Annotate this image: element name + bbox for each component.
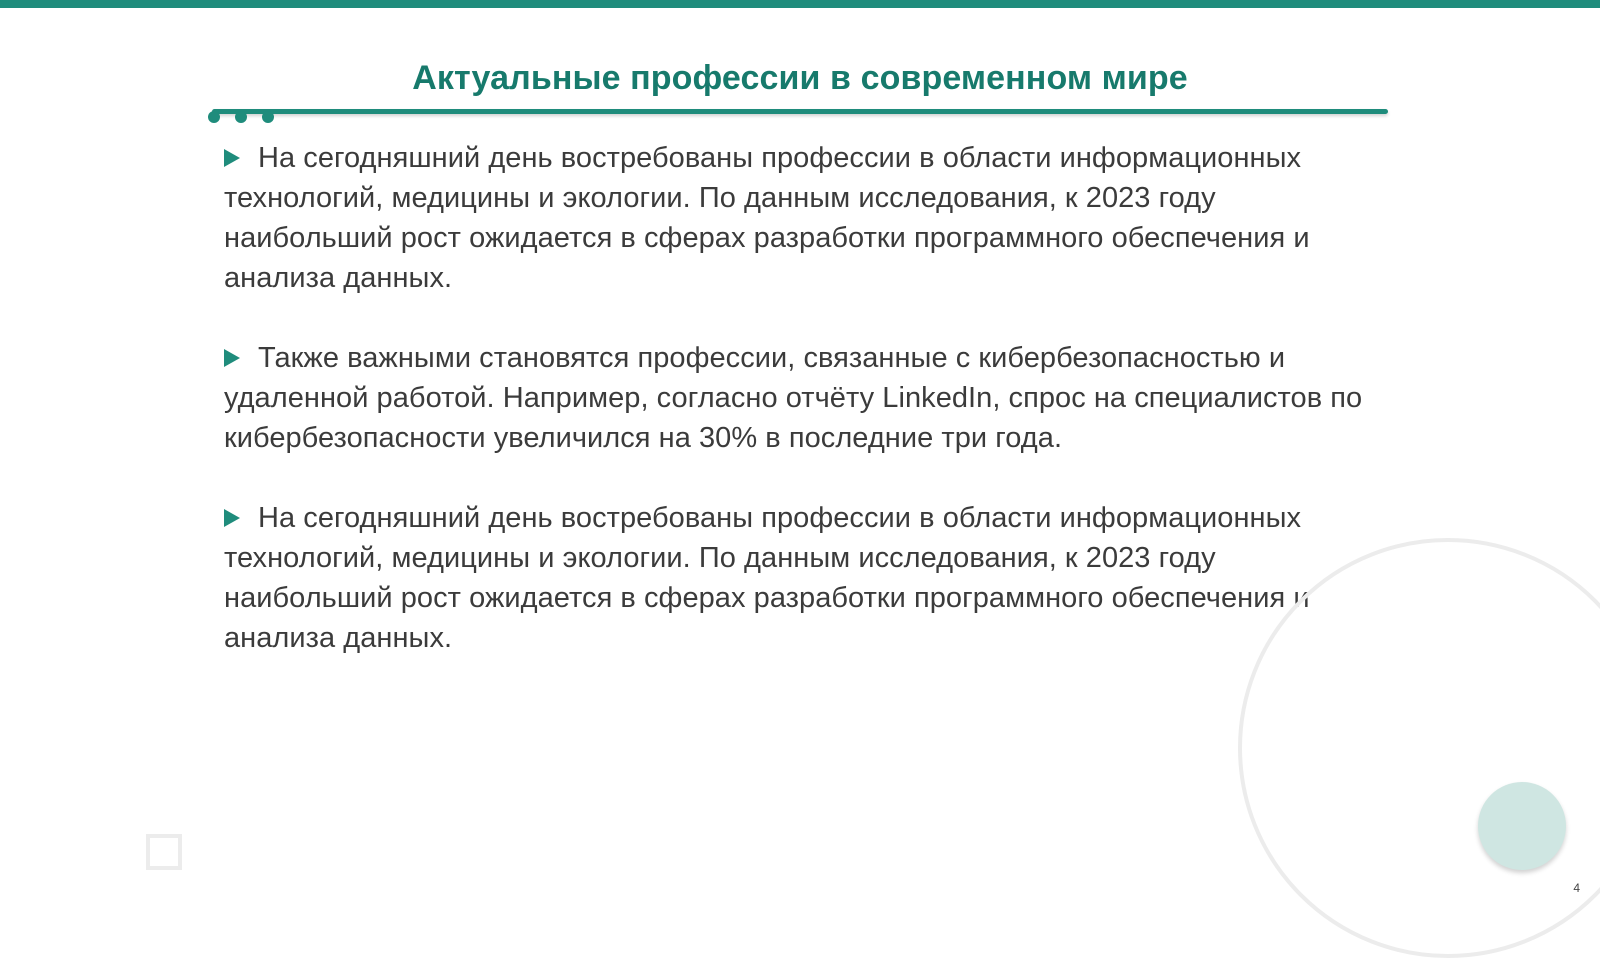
decorative-circle xyxy=(1478,782,1566,870)
triangle-bullet-icon xyxy=(224,509,240,527)
slide-body xyxy=(224,138,1384,698)
decorative-square xyxy=(146,834,182,870)
bullet-paragraph xyxy=(224,338,1384,458)
bullet-text: Также важными становятся профессии, связанные с кибербезопасностью и удаленной работой. Например, согласно отчёту LinkedIn, спрос на специалистов по кибербезопасности увеличился на 30% в последние три года. xyxy=(224,342,1363,454)
slide-title: Актуальные профессии в современном мире xyxy=(412,59,1188,97)
bullet-text: На сегодняшний день востребованы профессии в области информационных технологий, медицины и экологии. По данным исследования, к 2023 году наибольший рост ожидается в сферах разработки программного обеспечения и анализа данных. xyxy=(224,142,1310,294)
bullet-paragraph xyxy=(224,498,1384,658)
decor-dot xyxy=(208,111,220,123)
top-accent-bar xyxy=(0,0,1600,8)
decor-dot xyxy=(262,111,274,123)
bullet-paragraph xyxy=(224,138,1384,298)
bullet-text: На сегодняшний день востребованы профессии в области информационных технологий, медицины и экологии. По данным исследования, к 2023 году наибольший рост ожидается в сферах разработки программного обеспечения и анализа данных. xyxy=(224,502,1310,654)
page-number: 4 xyxy=(1573,881,1580,895)
triangle-bullet-icon xyxy=(224,149,240,167)
title-underline xyxy=(212,109,1388,114)
decor-dot xyxy=(235,111,247,123)
triangle-bullet-icon xyxy=(224,349,240,367)
